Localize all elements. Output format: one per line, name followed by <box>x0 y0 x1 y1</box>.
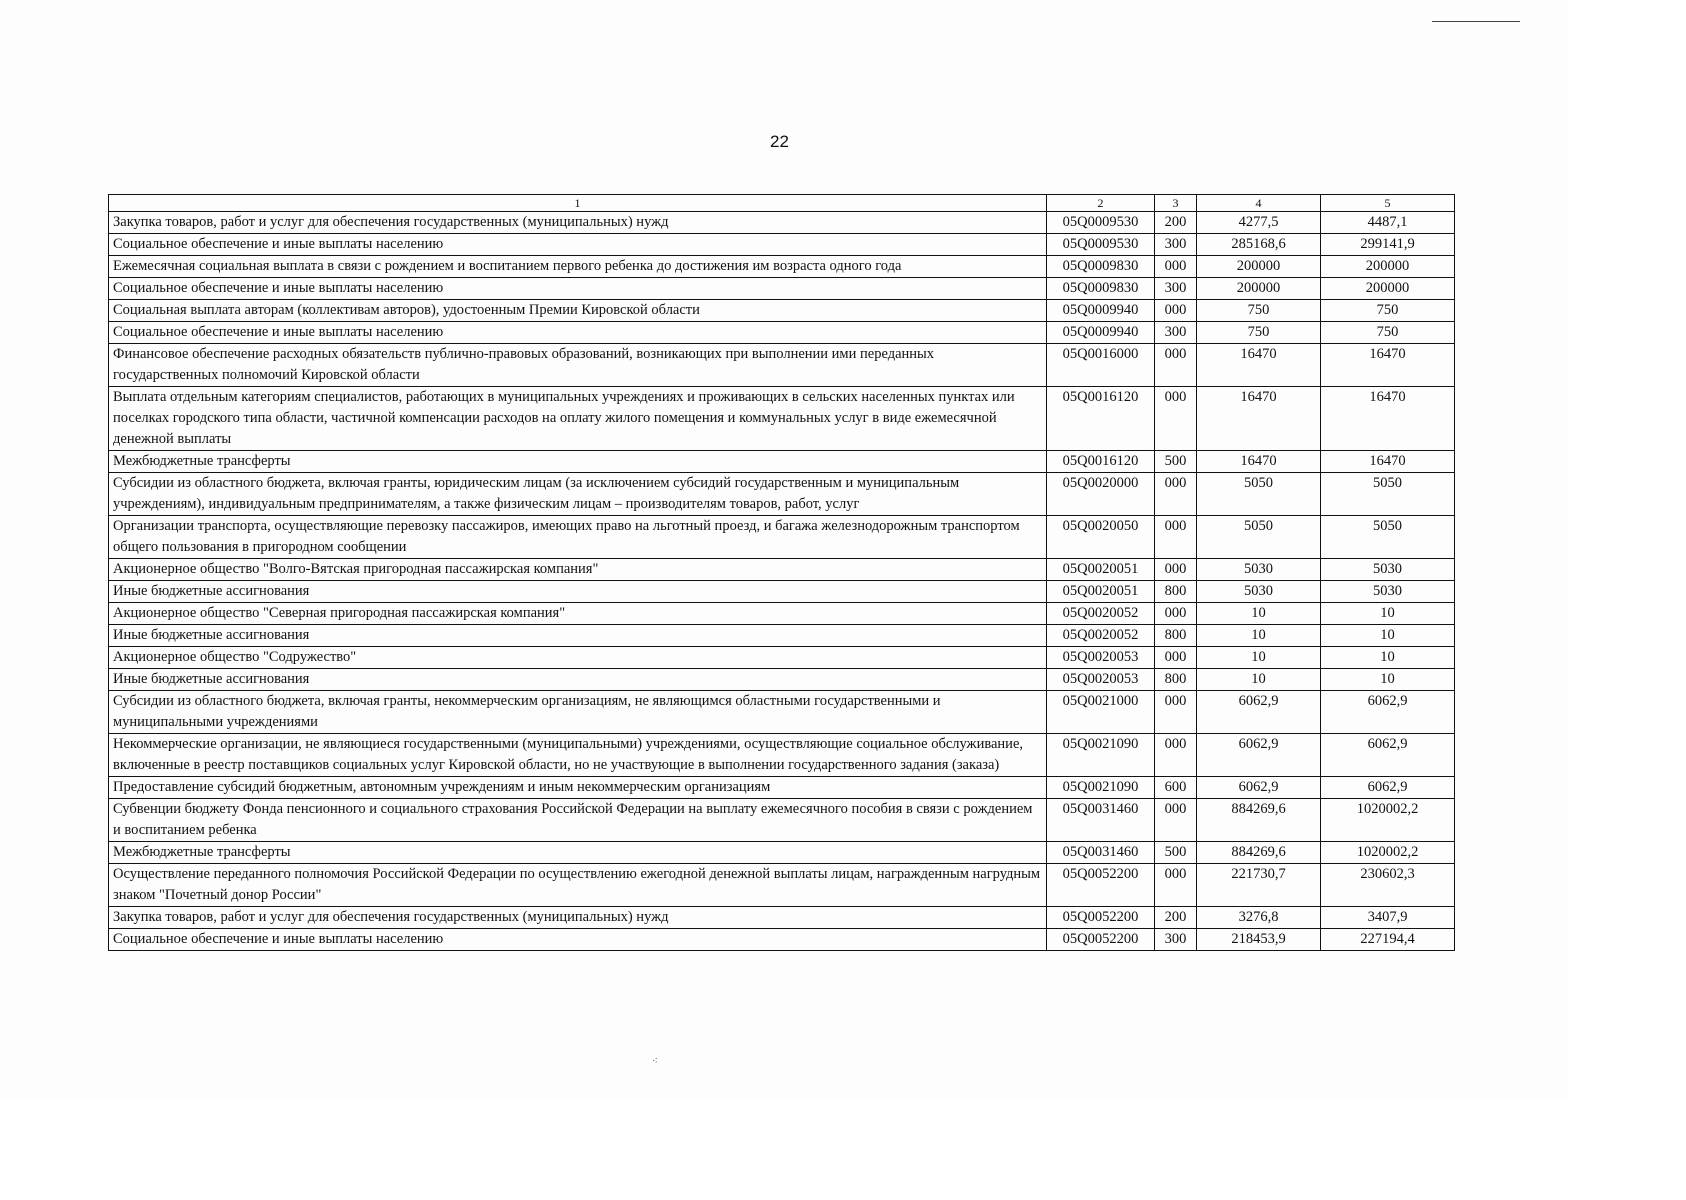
table-header <box>109 195 1455 212</box>
table-row <box>109 777 1455 799</box>
table-row <box>109 234 1455 256</box>
row-name-cell: Субвенции бюджету Фонда пенсионного и социального страхования Российской Федерации на выплату ежемесячного пособия в связи с рождением и воспитанием ребенка <box>109 799 1047 842</box>
row-code-cell: 05Q0016120 <box>1047 387 1155 451</box>
table-row <box>109 559 1455 581</box>
row-value-col5-cell: 230602,3 <box>1321 864 1455 907</box>
row-code-cell: 05Q0052200 <box>1047 929 1155 951</box>
row-name-cell: Некоммерческие организации, не являющиеся государственными (муниципальными) учреждениями, осуществляющие социальное обслуживание, включенные в реестр поставщиков социальных услуг Кировской области, но не участвующие в выполнении государственного задания (заказа) <box>109 734 1047 777</box>
row-code-cell: 05Q0021090 <box>1047 734 1155 777</box>
row-name-cell: Иные бюджетные ассигнования <box>109 581 1047 603</box>
row-code-cell: 05Q0009830 <box>1047 278 1155 300</box>
row-name-cell: Иные бюджетные ассигнования <box>109 669 1047 691</box>
row-code-cell: 05Q0009940 <box>1047 322 1155 344</box>
row-code-cell: 05Q0020053 <box>1047 647 1155 669</box>
row-expense-type-cell: 000 <box>1155 256 1197 278</box>
table-row <box>109 603 1455 625</box>
row-value-col4-cell: 16470 <box>1197 451 1321 473</box>
row-expense-type-cell: 500 <box>1155 842 1197 864</box>
row-name-cell: Акционерное общество "Волго-Вятская пригородная пассажирская компания" <box>109 559 1047 581</box>
row-value-col4-cell: 3276,8 <box>1197 907 1321 929</box>
row-expense-type-cell: 500 <box>1155 451 1197 473</box>
row-code-cell: 05Q0020050 <box>1047 516 1155 559</box>
row-value-col5-cell: 3407,9 <box>1321 907 1455 929</box>
row-expense-type-cell: 300 <box>1155 929 1197 951</box>
row-value-col5-cell: 5030 <box>1321 581 1455 603</box>
row-expense-type-cell: 800 <box>1155 669 1197 691</box>
table-body <box>109 212 1455 951</box>
row-value-col5-cell: 6062,9 <box>1321 734 1455 777</box>
header-col-2: 2 <box>1047 195 1155 212</box>
row-name-cell: Социальное обеспечение и иные выплаты населению <box>109 234 1047 256</box>
row-value-col5-cell: 200000 <box>1321 256 1455 278</box>
row-name-cell: Социальное обеспечение и иные выплаты населению <box>109 278 1047 300</box>
row-value-col5-cell: 200000 <box>1321 278 1455 300</box>
row-expense-type-cell: 000 <box>1155 734 1197 777</box>
row-value-col5-cell: 750 <box>1321 322 1455 344</box>
table-row <box>109 734 1455 777</box>
row-code-cell: 05Q0031460 <box>1047 799 1155 842</box>
page-number: 22 <box>770 132 789 151</box>
row-name-cell: Закупка товаров, работ и услуг для обеспечения государственных (муниципальных) нужд <box>109 907 1047 929</box>
scan-speck: ⁖ <box>652 1056 658 1067</box>
row-code-cell: 05Q0020051 <box>1047 581 1155 603</box>
row-expense-type-cell: 600 <box>1155 777 1197 799</box>
row-value-col4-cell: 285168,6 <box>1197 234 1321 256</box>
row-expense-type-cell: 300 <box>1155 322 1197 344</box>
table-row <box>109 581 1455 603</box>
row-value-col5-cell: 1020002,2 <box>1321 842 1455 864</box>
row-expense-type-cell: 000 <box>1155 344 1197 387</box>
row-name-cell: Социальное обеспечение и иные выплаты населению <box>109 929 1047 951</box>
row-code-cell: 05Q0020051 <box>1047 559 1155 581</box>
row-value-col4-cell: 221730,7 <box>1197 864 1321 907</box>
row-name-cell: Межбюджетные трансферты <box>109 451 1047 473</box>
row-name-cell: Субсидии из областного бюджета, включая гранты, некоммерческим организациям, не являющимся областными государственными и муниципальными учреждениями <box>109 691 1047 734</box>
row-code-cell: 05Q0020053 <box>1047 669 1155 691</box>
row-expense-type-cell: 000 <box>1155 799 1197 842</box>
table-row <box>109 278 1455 300</box>
budget-table <box>108 194 1455 951</box>
row-name-cell: Иные бюджетные ассигнования <box>109 625 1047 647</box>
row-value-col5-cell: 16470 <box>1321 344 1455 387</box>
row-name-cell: Межбюджетные трансферты <box>109 842 1047 864</box>
row-value-col4-cell: 5030 <box>1197 581 1321 603</box>
row-value-col4-cell: 200000 <box>1197 278 1321 300</box>
row-value-col5-cell: 227194,4 <box>1321 929 1455 951</box>
row-expense-type-cell: 000 <box>1155 387 1197 451</box>
row-expense-type-cell: 800 <box>1155 625 1197 647</box>
row-value-col5-cell: 10 <box>1321 669 1455 691</box>
row-expense-type-cell: 200 <box>1155 212 1197 234</box>
row-value-col5-cell: 10 <box>1321 647 1455 669</box>
row-value-col4-cell: 6062,9 <box>1197 777 1321 799</box>
row-name-cell: Акционерное общество "Содружество" <box>109 647 1047 669</box>
row-expense-type-cell: 300 <box>1155 234 1197 256</box>
row-code-cell: 05Q0052200 <box>1047 864 1155 907</box>
table-row <box>109 451 1455 473</box>
row-value-col5-cell: 6062,9 <box>1321 777 1455 799</box>
row-name-cell: Предоставление субсидий бюджетным, автономным учреждениям и иным некоммерческим организациям <box>109 777 1047 799</box>
row-value-col4-cell: 16470 <box>1197 387 1321 451</box>
row-value-col5-cell: 299141,9 <box>1321 234 1455 256</box>
table-row <box>109 842 1455 864</box>
row-expense-type-cell: 300 <box>1155 278 1197 300</box>
header-col-4: 4 <box>1197 195 1321 212</box>
row-code-cell: 05Q0021000 <box>1047 691 1155 734</box>
row-name-cell: Ежемесячная социальная выплата в связи с рождением и воспитанием первого ребенка до достижения им возраста одного года <box>109 256 1047 278</box>
row-value-col4-cell: 10 <box>1197 625 1321 647</box>
row-expense-type-cell: 000 <box>1155 559 1197 581</box>
row-value-col4-cell: 750 <box>1197 300 1321 322</box>
row-code-cell: 05Q0016000 <box>1047 344 1155 387</box>
row-value-col4-cell: 4277,5 <box>1197 212 1321 234</box>
table-row <box>109 387 1455 451</box>
row-value-col4-cell: 6062,9 <box>1197 691 1321 734</box>
row-expense-type-cell: 000 <box>1155 603 1197 625</box>
row-code-cell: 05Q0009530 <box>1047 212 1155 234</box>
row-code-cell: 05Q0009940 <box>1047 300 1155 322</box>
table-row <box>109 625 1455 647</box>
table-row <box>109 473 1455 516</box>
row-name-cell: Организации транспорта, осуществляющие перевозку пассажиров, имеющих право на льготный проезд, и багажа железнодорожным транспортом общего пользования в пригородном сообщении <box>109 516 1047 559</box>
row-expense-type-cell: 800 <box>1155 581 1197 603</box>
row-name-cell: Акционерное общество "Северная пригородная пассажирская компания" <box>109 603 1047 625</box>
row-name-cell: Социальная выплата авторам (коллективам авторов), удостоенным Премии Кировской области <box>109 300 1047 322</box>
row-code-cell: 05Q0020052 <box>1047 603 1155 625</box>
row-value-col4-cell: 218453,9 <box>1197 929 1321 951</box>
row-name-cell: Финансовое обеспечение расходных обязательств публично-правовых образований, возникающих при выполнении ими переданных государственных полномочий Кировской области <box>109 344 1047 387</box>
row-value-col4-cell: 750 <box>1197 322 1321 344</box>
table-row <box>109 212 1455 234</box>
row-value-col5-cell: 5030 <box>1321 559 1455 581</box>
row-code-cell: 05Q0020052 <box>1047 625 1155 647</box>
row-value-col4-cell: 10 <box>1197 647 1321 669</box>
row-name-cell: Социальное обеспечение и иные выплаты населению <box>109 322 1047 344</box>
table-row <box>109 799 1455 842</box>
row-code-cell: 05Q0021090 <box>1047 777 1155 799</box>
table-row <box>109 300 1455 322</box>
table-row <box>109 647 1455 669</box>
table-row <box>109 929 1455 951</box>
row-value-col4-cell: 6062,9 <box>1197 734 1321 777</box>
row-value-col4-cell: 5050 <box>1197 516 1321 559</box>
row-expense-type-cell: 000 <box>1155 516 1197 559</box>
row-value-col5-cell: 16470 <box>1321 451 1455 473</box>
row-code-cell: 05Q0031460 <box>1047 842 1155 864</box>
row-expense-type-cell: 000 <box>1155 864 1197 907</box>
row-value-col4-cell: 200000 <box>1197 256 1321 278</box>
row-value-col5-cell: 5050 <box>1321 473 1455 516</box>
row-value-col5-cell: 1020002,2 <box>1321 799 1455 842</box>
header-row <box>109 195 1455 212</box>
table-row <box>109 516 1455 559</box>
header-col-3: 3 <box>1155 195 1197 212</box>
row-name-cell: Закупка товаров, работ и услуг для обеспечения государственных (муниципальных) нужд <box>109 212 1047 234</box>
table-row <box>109 669 1455 691</box>
row-value-col4-cell: 10 <box>1197 603 1321 625</box>
table-row <box>109 322 1455 344</box>
scan-mark-line <box>1432 21 1520 22</box>
row-code-cell: 05Q0052200 <box>1047 907 1155 929</box>
row-expense-type-cell: 000 <box>1155 691 1197 734</box>
table-row <box>109 256 1455 278</box>
row-expense-type-cell: 000 <box>1155 300 1197 322</box>
row-expense-type-cell: 000 <box>1155 473 1197 516</box>
row-value-col4-cell: 884269,6 <box>1197 842 1321 864</box>
header-col-5: 5 <box>1321 195 1455 212</box>
row-value-col4-cell: 10 <box>1197 669 1321 691</box>
row-expense-type-cell: 000 <box>1155 647 1197 669</box>
row-code-cell: 05Q0009530 <box>1047 234 1155 256</box>
row-code-cell: 05Q0009830 <box>1047 256 1155 278</box>
row-value-col5-cell: 750 <box>1321 300 1455 322</box>
row-name-cell: Выплата отдельным категориям специалистов, работающих в муниципальных учреждениях и проживающих в сельских населенных пунктах или поселках городского типа области, частичной компенсации расходов на оплату жилого помещения и коммунальных услуг в виде ежемесячной денежной выплаты <box>109 387 1047 451</box>
row-value-col4-cell: 884269,6 <box>1197 799 1321 842</box>
table-row <box>109 907 1455 929</box>
row-value-col5-cell: 10 <box>1321 625 1455 647</box>
row-value-col5-cell: 16470 <box>1321 387 1455 451</box>
row-code-cell: 05Q0020000 <box>1047 473 1155 516</box>
header-col-1: 1 <box>109 195 1047 212</box>
table-row <box>109 864 1455 907</box>
row-value-col4-cell: 16470 <box>1197 344 1321 387</box>
row-expense-type-cell: 200 <box>1155 907 1197 929</box>
row-value-col5-cell: 4487,1 <box>1321 212 1455 234</box>
row-name-cell: Осуществление переданного полномочия Российской Федерации по осуществлению ежегодной денежной выплаты лицам, награжденным нагрудным знаком "Почетный донор России" <box>109 864 1047 907</box>
row-value-col5-cell: 6062,9 <box>1321 691 1455 734</box>
row-value-col5-cell: 5050 <box>1321 516 1455 559</box>
row-code-cell: 05Q0016120 <box>1047 451 1155 473</box>
table-row <box>109 691 1455 734</box>
table-row <box>109 344 1455 387</box>
row-value-col5-cell: 10 <box>1321 603 1455 625</box>
row-value-col4-cell: 5050 <box>1197 473 1321 516</box>
row-value-col4-cell: 5030 <box>1197 559 1321 581</box>
row-name-cell: Субсидии из областного бюджета, включая гранты, юридическим лицам (за исключением субсидий государственным и муниципальным учреждениям), индивидуальным предпринимателям, а также физическим лицам – производителям товаров, работ, услуг <box>109 473 1047 516</box>
